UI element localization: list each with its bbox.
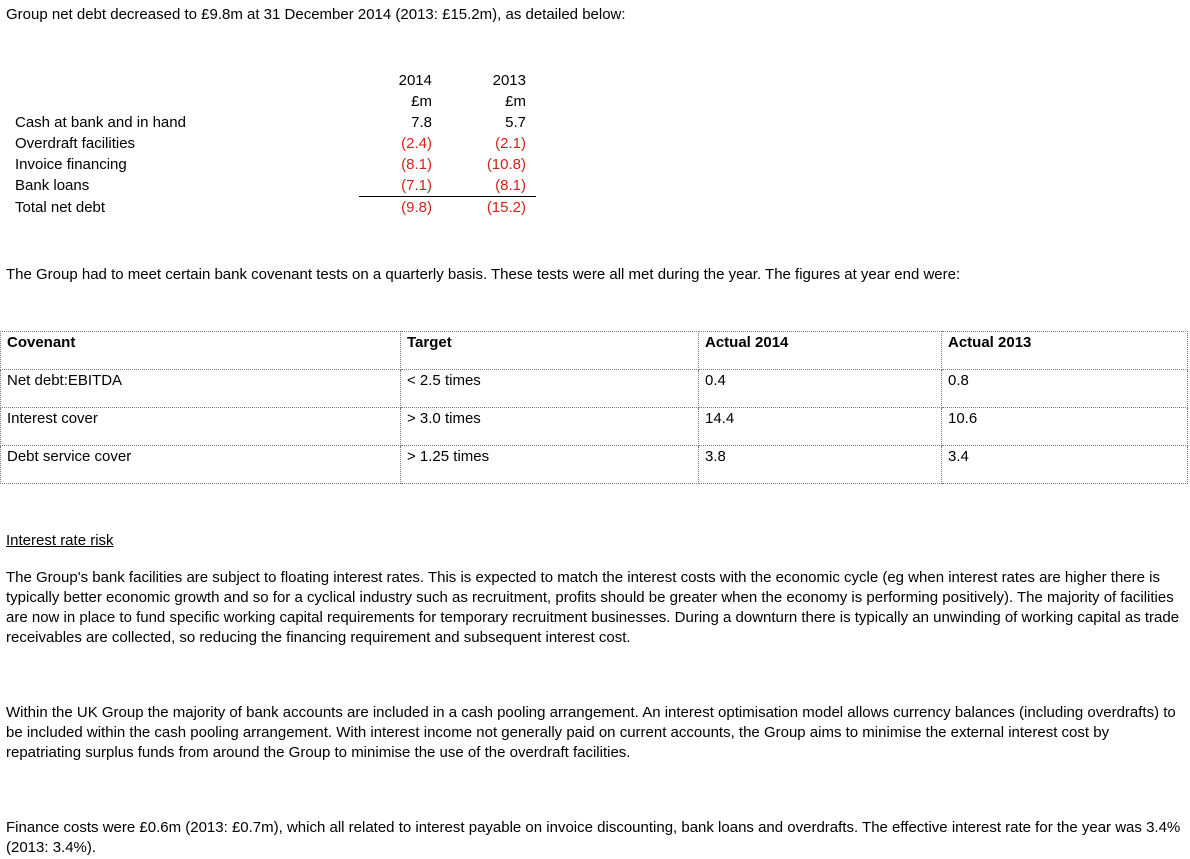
header-covenant: Covenant	[1, 332, 401, 370]
col-unit-2014: £m	[411, 93, 432, 110]
row-value-loans-2014: (7.1)	[401, 177, 432, 194]
paragraph-floating-rates: The Group's bank facilities are subject to floating interest rates. This is expected to match the interest costs with the economic cycle (eg when interest rates are higher there is typically better economic growth and so for a cyclical industry such as recruitment, profits should be greater when the economy is performing positively). The majority of facilities are now in place to fund specific working capital requirements for temporary recruitment businesses. During a downturn there is typically an unwinding of working capital as trade receivables are collected, so reducing the financing requirement and subsequent interest cost.	[6, 569, 1180, 646]
header-actual-2014: Actual 2014	[699, 332, 942, 370]
col-year-2014: 2014	[398, 72, 432, 89]
cell-actual-2013: 10.6	[942, 408, 1188, 446]
cell-actual-2013: 0.8	[942, 370, 1188, 408]
row-label-cash: Cash at bank and in hand	[15, 114, 186, 131]
covenant-intro: The Group had to meet certain bank covenant tests on a quarterly basis. These tests were all met during the year. The figures at year end were:	[6, 266, 961, 283]
row-value-overdraft-2013: (2.1)	[495, 135, 526, 152]
row-value-invoice-2013: (10.8)	[486, 156, 526, 173]
cell-actual-2014: 0.4	[699, 370, 942, 408]
cell-actual-2014: 3.8	[699, 446, 942, 484]
interest-rate-risk-heading: Interest rate risk	[6, 532, 114, 549]
row-label-overdraft: Overdraft facilities	[15, 135, 136, 152]
table-row	[1, 408, 1188, 446]
cell-actual-2013: 3.4	[942, 446, 1188, 484]
table-row	[1, 446, 1188, 484]
row-value-cash-2014: 7.8	[411, 114, 432, 131]
table-row	[1, 370, 1188, 408]
total-divider	[359, 196, 536, 197]
row-value-total-2013: (15.2)	[486, 199, 526, 216]
row-value-overdraft-2014: (2.4)	[401, 135, 432, 152]
row-value-cash-2013: 5.7	[505, 114, 526, 131]
cell-actual-2014: 14.4	[699, 408, 942, 446]
row-value-total-2014: (9.8)	[401, 199, 432, 216]
row-label-loans: Bank loans	[15, 177, 90, 194]
col-year-2013: 2013	[492, 72, 526, 89]
covenant-table	[0, 331, 1188, 484]
row-label-invoice: Invoice financing	[15, 156, 127, 173]
paragraph-finance-costs: Finance costs were £0.6m (2013: £0.7m), which all related to interest payable on invoice discounting, bank loans and overdrafts. The effective interest rate for the year was 3.4% (2013: 3.4%).	[6, 819, 1181, 856]
cell-covenant: Debt service cover	[1, 446, 401, 484]
header-target: Target	[401, 332, 699, 370]
cell-covenant: Interest cover	[1, 408, 401, 446]
col-unit-2013: £m	[505, 93, 526, 110]
cell-covenant: Net debt:EBITDA	[1, 370, 401, 408]
row-label-total: Total net debt	[15, 199, 106, 216]
intro-text: Group net debt decreased to £9.8m at 31 December 2014 (2013: £15.2m), as detailed below:	[6, 6, 626, 23]
cell-target: > 3.0 times	[401, 408, 699, 446]
paragraph-cash-pooling: Within the UK Group the majority of bank accounts are included in a cash pooling arrangement. An interest optimisation model allows currency balances (including overdrafts) to be included within the cash pooling arrangement. With interest income not generally paid on current accounts, the Group aims to minimise the external interest cost by repatriating surplus funds from around the Group to minimise the use of the overdraft facilities.	[6, 704, 1176, 761]
cell-target: < 2.5 times	[401, 370, 699, 408]
row-value-invoice-2014: (8.1)	[401, 156, 432, 173]
cell-target: > 1.25 times	[401, 446, 699, 484]
row-value-loans-2013: (8.1)	[495, 177, 526, 194]
header-actual-2013: Actual 2013	[942, 332, 1188, 370]
covenant-header-row	[1, 332, 1188, 370]
